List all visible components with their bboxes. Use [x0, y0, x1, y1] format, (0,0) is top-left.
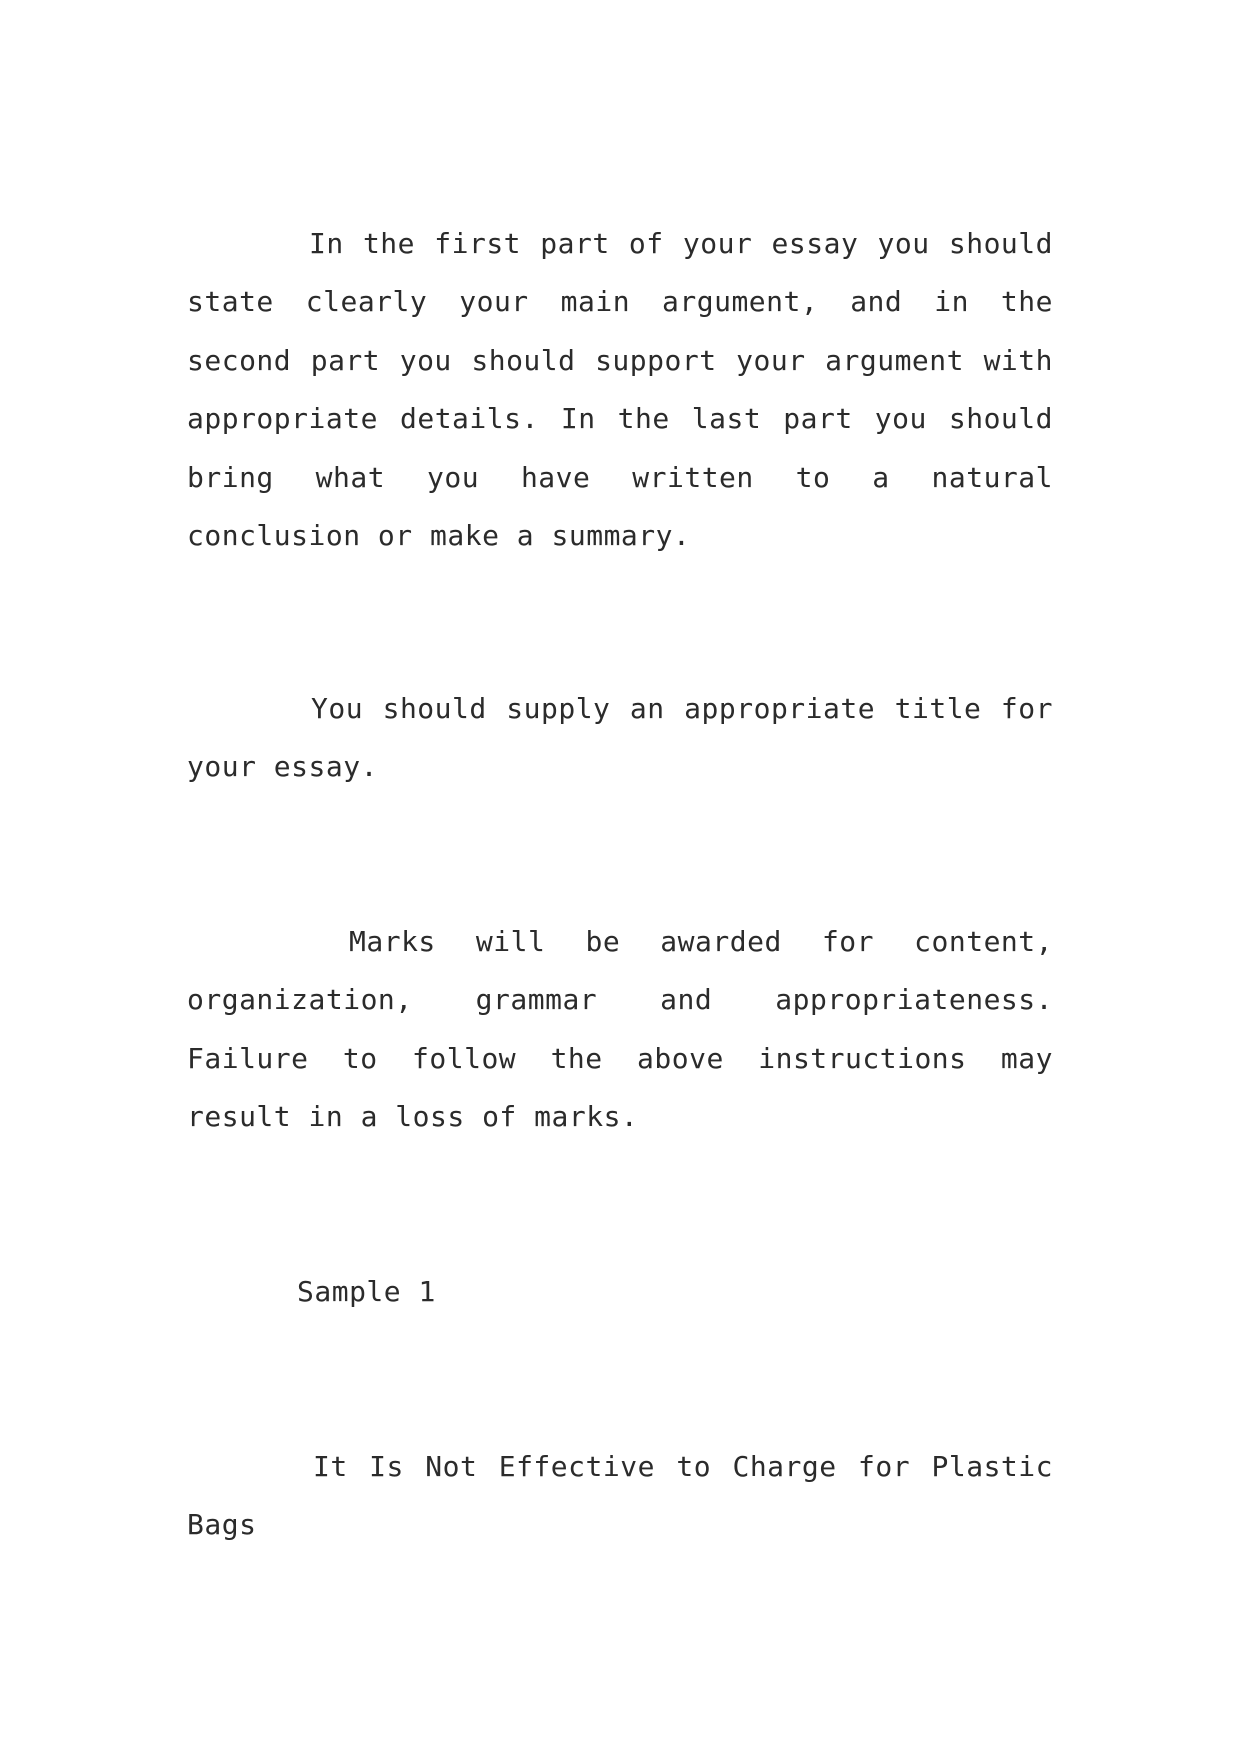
instructions-paragraph-title: You should supply an appropriate title for your essay. — [187, 692, 1053, 784]
instructions-paragraph-marks: Marks will be awarded for content, organization, grammar and appropriateness. Failure to follow the above instructions may result in a loss of marks. — [187, 925, 1053, 1134]
instructions-paragraph-structure: In the first part of your essay you should state clearly your main argument, and in the second part you should support your argument with appropriate details. In the last part you should bring what you have written to a natural conclusion or make a summary. — [187, 227, 1053, 553]
sample-heading: Sample 1 — [297, 1275, 436, 1308]
essay-title: It Is Not Effective to Charge for Plastic Bags — [187, 1450, 1053, 1542]
